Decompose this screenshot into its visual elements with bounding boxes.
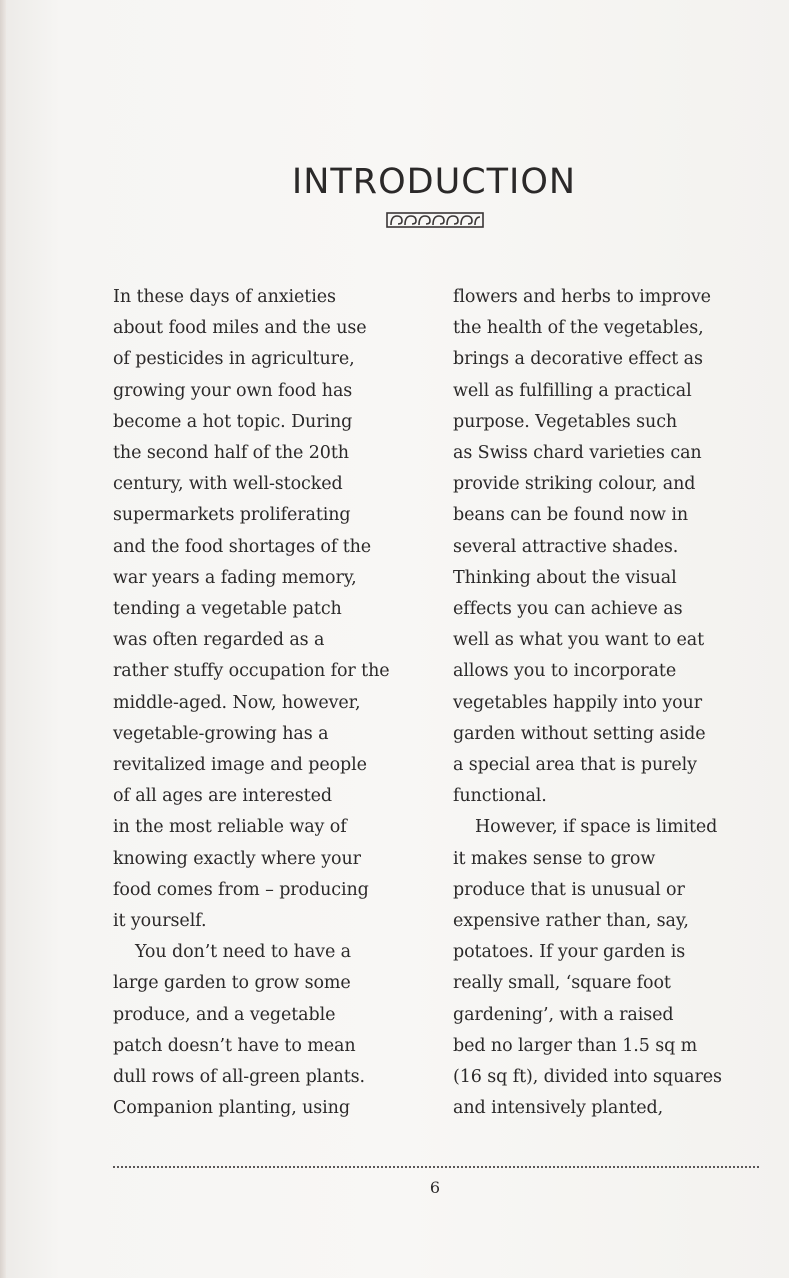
left-text-column bbox=[113, 282, 443, 1124]
page-title: INTRODUCTION bbox=[291, 162, 577, 202]
right-paragraph-2: However, if space is limited it makes sense to grow produce that is unusual or expensive rather than, say, potatoes. If your garden is really small, ‘square foot gardening’, with a raised bed no larger than 1.5 sq m (16 sq ft), divided into squares and intensively planted, bbox=[453, 817, 722, 1119]
footer-dotted-rule bbox=[113, 1166, 759, 1168]
left-paragraph-2: You don’t need to have a large garden to grow some produce, and a vegetable patch doesn’t have to mean dull rows of all-green plants. Companion planting, using bbox=[113, 942, 365, 1119]
page-number: 6 bbox=[429, 1178, 441, 1197]
decorative-scroll-ornament-icon bbox=[385, 211, 485, 229]
right-text-column bbox=[453, 282, 783, 1124]
right-paragraph-1: flowers and herbs to improve the health of the vegetables, brings a decorative effect as well as fulfilling a practical purpose. Vegetables such as Swiss chard varieties can provide striking colour, and beans can be found now in several attractive shades. Thinking about the visual effects you can achieve as well as what you want to eat allows you to incorporate vegetables happily into your garden without setting aside a special area that is purely functional. bbox=[453, 287, 711, 807]
left-paragraph-1: In these days of anxieties about food miles and the use of pesticides in agriculture, growing your own food has become a hot topic. During the second half of the 20th century, with well-stocked supermarkets proliferating and the food shortages of the war years a fading memory, tending a vegetable patch was often regarded as a rather stuffy occupation for the middle-aged. Now, however, vegetable-growing has a revitalized image and people of all ages are interested in the most reliable way of knowing exactly where your food comes from – producing it yourself. bbox=[113, 287, 390, 932]
